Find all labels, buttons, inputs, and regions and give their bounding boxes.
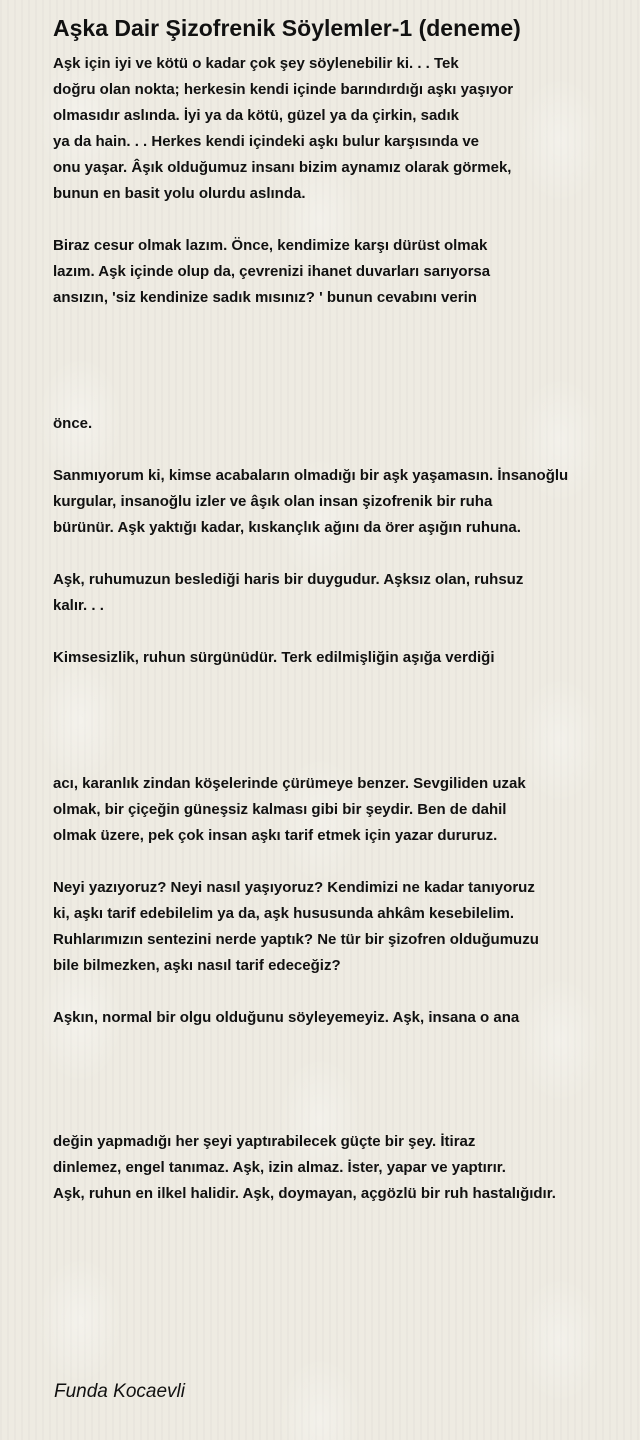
text-line: kurgular, insanoğlu izler ve âşık olan insan şizofrenik bir ruha [53, 493, 493, 510]
text-line: kalır. . . [53, 597, 104, 614]
paragraph-5 [53, 567, 523, 619]
text-line: doğru olan nokta; herkesin kendi içinde barındırdığı aşkı yaşıyor [53, 81, 514, 98]
text-line: Aşk, ruhumuzun beslediği haris bir duygudur. Aşksız olan, ruhsuz [53, 571, 524, 588]
text-line: lazım. Aşk içinde olup da, çevrenizi ihanet duvarları sarıyorsa [53, 263, 491, 280]
text-line: Aşk, ruhun en ilkel halidir. Aşk, doymayan, açgözlü bir ruh hastalığıdır. [53, 1185, 556, 1202]
text-line: bile bilmezken, aşkı nasıl tarif edeceğiz? [53, 957, 341, 974]
text-line: acı, karanlık zindan köşelerinde çürümeye benzer. Sevgiliden uzak [53, 775, 526, 792]
text-line: Aşk için iyi ve kötü o kadar çok şey söylenebilir ki. . . Tek [53, 55, 459, 72]
paragraph-7 [53, 771, 526, 849]
paragraph-3 [53, 411, 92, 437]
text-line: Aşkın, normal bir olgu olduğunu söyleyemeyiz. Aşk, insana o ana [53, 1009, 520, 1026]
paragraph-6 [53, 645, 495, 671]
text-line: olmak üzere, pek çok insan aşkı tarif etmek için yazar dururuz. [53, 827, 498, 844]
paragraph-4 [53, 463, 568, 541]
text-line: ki, aşkı tarif edebilelim ya da, aşk hususunda ahkâm kesebilelim. [53, 905, 515, 922]
text-line: Neyi yazıyoruz? Neyi nasıl yaşıyoruz? Kendimizi ne kadar tanıyoruz [53, 879, 535, 896]
page-title: Aşka Dair Şizofrenik Söylemler-1 (deneme) [53, 15, 521, 41]
text-line: bunun en basit yolu olurdu aslında. [53, 185, 306, 202]
text-line: Sanmıyorum ki, kimse acabaların olmadığı bir aşk yaşamasın. İnsanoğlu [53, 467, 569, 484]
text-line: ya da hain. . . Herkes kendi içindeki aşkı bulur karşısında ve [53, 133, 480, 150]
text-line: ansızın, 'siz kendinize sadık mısınız? ' bunun cevabını verin [53, 289, 477, 306]
text-line: önce. [53, 415, 93, 432]
paragraph-8 [53, 875, 539, 979]
text-line: dinlemez, engel tanımaz. Aşk, izin almaz. İster, yapar ve yaptırır. [53, 1159, 506, 1176]
paragraph-2 [53, 233, 490, 311]
text-line: değin yapmadığı her şeyi yaptırabilecek güçte bir şey. İtiraz [53, 1133, 476, 1150]
paragraph-10 [53, 1129, 556, 1207]
text-line: olmasıdır aslında. İyi ya da kötü, güzel ya da çirkin, sadık [53, 107, 459, 124]
paragraph-1 [53, 51, 513, 207]
text-line: onu yaşar. Âşık olduğumuz insanı bizim aynamız olarak görmek, [53, 159, 512, 176]
text-line: Biraz cesur olmak lazım. Önce, kendimize karşı dürüst olmak [53, 237, 488, 254]
text-line: Kimsesizlik, ruhun sürgünüdür. Terk edilmişliğin aşığa verdiği [53, 649, 495, 666]
text-line: bürünür. Aşk yaktığı kadar, kıskançlık ağını da örer aşığın ruhuna. [53, 519, 521, 536]
paragraph-9 [53, 1005, 519, 1031]
text-line: olmak, bir çiçeğin güneşsiz kalması gibi bir şeydir. Ben de dahil [53, 801, 507, 818]
text-line: Ruhlarımızın sentezini nerde yaptık? Ne tür bir şizofren olduğumuzu [53, 931, 539, 948]
author-signature: Funda Kocaevli [54, 1381, 185, 1402]
